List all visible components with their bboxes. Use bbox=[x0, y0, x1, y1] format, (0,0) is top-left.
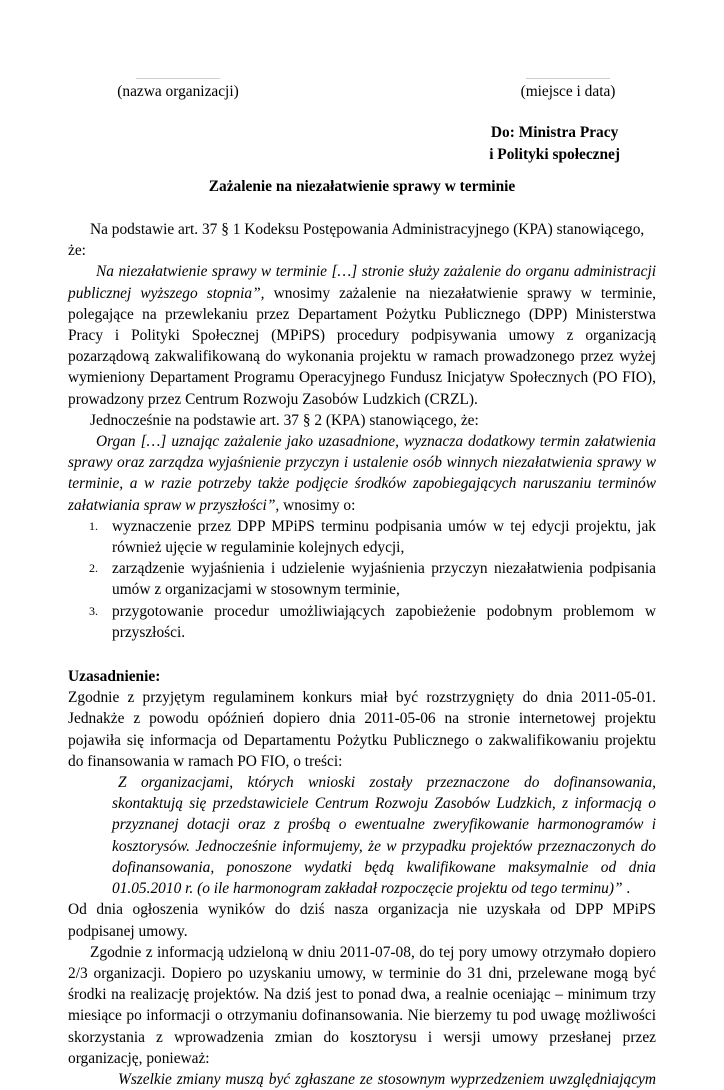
dpp-announcement-quote bbox=[68, 772, 656, 899]
place-date-field bbox=[500, 74, 636, 102]
requests-list bbox=[68, 516, 656, 643]
intro-paragraph-1 bbox=[68, 261, 656, 409]
list-item bbox=[68, 601, 656, 643]
document-title: Zażalenie na niezałatwienie sprawy w terminie bbox=[208, 178, 516, 195]
kpa-quote-1: Na niezałatwienie sprawy w terminie […] stronie służy zażalenie do organu administracji publicznej wyższego stopnia”, bbox=[68, 263, 656, 302]
organization-label: (nazwa organizacji) bbox=[117, 83, 239, 100]
list-item-text: zarządzenie wyjaśnienia i udzielenie wyjaśnienia przyczyn niezałatwienia podpisania umów z organizacjami w stosownym terminie, bbox=[112, 560, 656, 599]
intro-paragraph-2-text: wnosimy o: bbox=[279, 496, 356, 514]
list-item-number: 2. bbox=[89, 561, 98, 576]
justification-heading: Uzasadnienie: bbox=[68, 668, 161, 686]
justification-paragraph-1: Zgodnie z przyjętym regulaminem konkurs miał być rozstrzygnięty do dnia 2011-05-01. Jednakże z powodu opóźnień dopiero dnia 2011-05-06 na stronie internetowej projektu pojawiła się informacja od Departamentu Pożytku Publicznego o zakwalifikowaniu projektu do finansowania w ramach PO FIO, o treści: bbox=[68, 689, 656, 770]
addressee-line-2: i Polityki społecznej bbox=[489, 146, 620, 163]
addressee-block bbox=[489, 122, 620, 166]
dpp-quote-italic: Z organizacjami, których wnioski zostały przeznaczone do dofinansowania, skontaktują się przedstawiciele Centrum Rozwoju Zasobów Ludzkich, z informacją o przyznanej dotacji oraz z prośbą o ewentualne zweryfikowanie harmonogramów i kosztorysów. Jednocześnie informujemy, że w przypadku projektów przeznaczonych do dofinansowania, ponoszone wydatki będą kwalifikowane maksymalnie od dnia 01.05.2010 r. (o ile harmonogram zakładał rozpoczęcie projektu od tego terminu)” bbox=[112, 774, 656, 898]
list-item bbox=[68, 516, 656, 558]
intro-paragraph-2 bbox=[68, 431, 656, 516]
kpa-quote-2: Organ […] uznając zażalenie jako uzasadnione, wyznacza dodatkowy termin załatwienia sprawy oraz zarządza wyjaśnienie przyczyn i ustalenie osób winnych niezałatwienia sprawy w terminie, a w razie potrzeby także podjęcie środków zapobiegających naruszaniu terminów załatwiania spraw w przyszłości”, bbox=[68, 433, 656, 514]
justification-paragraph-2: Od dnia ogłoszenia wyników do dziś nasza organizacja nie uzyskała od DPP MPiPS podpisanej umowy. bbox=[68, 901, 656, 940]
intro-lead-1: Na podstawie art. 37 § 1 Kodeksu Postępowania Administracyjnego (KPA) stanowiącego, że: bbox=[68, 221, 645, 260]
place-date-dotted-line: …………………………………… bbox=[526, 75, 610, 81]
place-date-label: (miejsce i data) bbox=[520, 83, 616, 100]
intro-lead-2: Jednocześnie na podstawie art. 37 § 2 (KPA) stanowiącego, że: bbox=[90, 411, 479, 429]
addressee-line-1: Do: Ministra Pracy bbox=[490, 124, 619, 141]
dpp-quote-tail: . bbox=[622, 880, 631, 898]
document-body bbox=[68, 219, 656, 1090]
list-item bbox=[68, 558, 656, 600]
justification-quote-2: Wszelkie zmiany muszą być zgłaszane ze stosownym wyprzedzeniem uwzględniającym bbox=[118, 1070, 656, 1088]
list-item-text: przygotowanie procedur umożliwiających zapobieżenie podobnym problemom w przyszłości. bbox=[112, 602, 656, 641]
justification-paragraph-3: Zgodnie z informacją udzieloną w dniu 2011-07-08, do tej pory umowy otrzymało dopiero 2/3 organizacji. Dopiero po uzyskaniu umowy, w terminie do 31 dni, przelewane mogą być środki na realizację projektów. Na dziś jest to ponad dwa, a realnie oceniając – minimum trzy miesiące po informacji o otrzymaniu dofinansowania. Nie bierzemy tu pod uwagę możliwości skorzystania z wprowadzenia zmian do kosztorysu i wersji umowy przesłanej przez organizację, ponieważ: bbox=[68, 943, 656, 1067]
list-item-number: 1. bbox=[89, 518, 98, 533]
list-item-text: wyznaczenie przez DPP MPiPS terminu podpisania umów w tej edycji projektu, jak również ujęcie w regulaminie kolejnych edycji, bbox=[112, 517, 656, 557]
organization-name-field bbox=[112, 74, 244, 102]
organization-dotted-line: …………………………………… bbox=[136, 75, 220, 81]
intro-paragraph-1-text: wnosimy zażalenie na niezałatwienie sprawy w terminie, polegające na przewlekaniu przez Departament Pożytku Publicznego (DPP) Ministerstwa Pracy i Polityki Społecznej (MPiPS) procedury podpisywania umowy z organizacją pozarządową zakwalifikowaną do wykonania projektu w ramach prowadzonego przez wyżej wymieniony Departament Programu Operacyjnego Fundusz Inicjatyw Społecznych (PO FIO), prowadzony przez Centrum Rozwoju Zasobów Ludzkich (CRZL). bbox=[68, 284, 656, 408]
list-item-number: 3. bbox=[89, 603, 98, 618]
dpp-announcement-quote-text bbox=[112, 772, 656, 899]
